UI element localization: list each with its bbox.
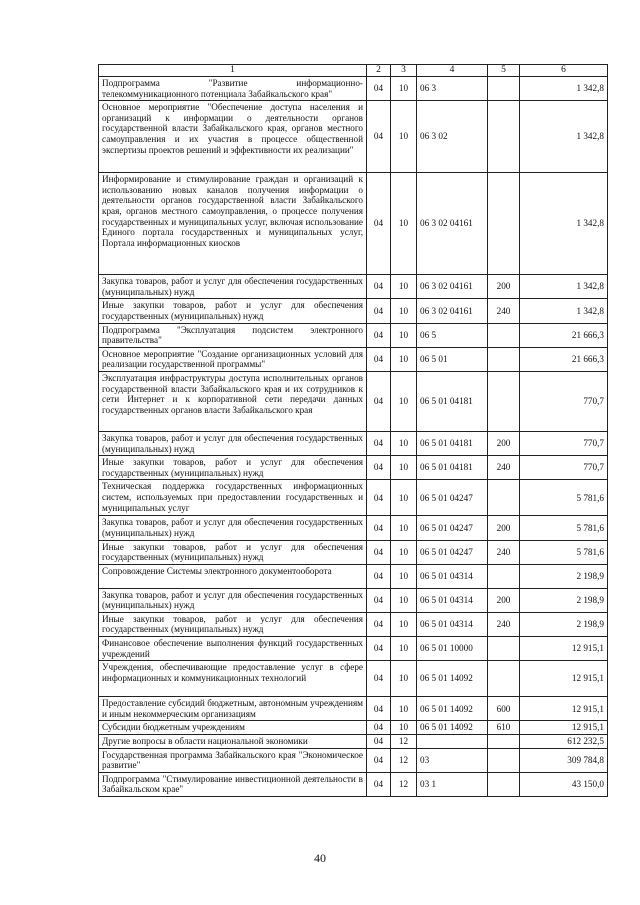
- table-row: [99, 77, 608, 101]
- expense-type-code: [488, 661, 520, 697]
- row-name: Эксплуатация инфраструктуры доступа исполнительных органов государственной власти Забайкальского края и их сотрудников к сети Интернет и к корпоративной сети передачи данных государственных органов власти Забайкальского края: [99, 371, 367, 431]
- section-code: 04: [367, 661, 391, 697]
- target-article-code: 06 5 01 04181: [417, 431, 488, 455]
- amount: 5 781,6: [520, 540, 608, 564]
- expense-type-code: 200: [488, 516, 520, 540]
- target-article-code: 06 5 01 04314: [417, 564, 488, 588]
- target-article-code: 06 5 01: [417, 347, 488, 371]
- subsection-code: 10: [391, 101, 417, 173]
- column-header: 2: [367, 65, 391, 77]
- expense-type-code: [488, 772, 520, 796]
- subsection-code: 10: [391, 697, 417, 721]
- expense-type-code: [488, 637, 520, 661]
- subsection-code: 10: [391, 456, 417, 480]
- row-name: Закупка товаров, работ и услуг для обеспечения государственных (муниципальных) нужд: [99, 588, 367, 612]
- target-article-code: 06 5 01 04247: [417, 480, 488, 516]
- target-article-code: 06 5 01 04314: [417, 588, 488, 612]
- amount: 1 342,8: [520, 101, 608, 173]
- subsection-code: 12: [391, 772, 417, 796]
- amount: 21 666,3: [520, 323, 608, 347]
- row-name: Государственная программа Забайкальского края "Экономическое развитие": [99, 748, 367, 772]
- subsection-code: 10: [391, 371, 417, 431]
- section-code: 04: [367, 275, 391, 299]
- target-article-code: 06 5 01 14092: [417, 721, 488, 735]
- amount: 12 915,1: [520, 697, 608, 721]
- subsection-code: 10: [391, 564, 417, 588]
- target-article-code: 06 5 01 14092: [417, 697, 488, 721]
- table-row: [99, 612, 608, 636]
- section-code: 04: [367, 697, 391, 721]
- target-article-code: 06 5 01 04181: [417, 456, 488, 480]
- table-row: [99, 101, 608, 173]
- expense-type-code: [488, 347, 520, 371]
- expense-type-code: 240: [488, 612, 520, 636]
- table-row: [99, 323, 608, 347]
- subsection-code: 12: [391, 748, 417, 772]
- table-header-row: [99, 65, 608, 77]
- expense-type-code: 600: [488, 697, 520, 721]
- budget-table: [98, 64, 608, 797]
- section-code: 04: [367, 173, 391, 275]
- table-row: [99, 275, 608, 299]
- table-row: [99, 516, 608, 540]
- amount: 12 915,1: [520, 637, 608, 661]
- amount: 612 232,5: [520, 735, 608, 749]
- subsection-code: 10: [391, 299, 417, 323]
- column-header: 3: [391, 65, 417, 77]
- row-name: Подпрограмма "Эксплуатация подсистем электронного правительства": [99, 323, 367, 347]
- section-code: 04: [367, 371, 391, 431]
- target-article-code: 06 3 02: [417, 101, 488, 173]
- row-name: Закупка товаров, работ и услуг для обеспечения государственных (муниципальных) нужд: [99, 275, 367, 299]
- amount: 5 781,6: [520, 480, 608, 516]
- subsection-code: 10: [391, 275, 417, 299]
- amount: 12 915,1: [520, 661, 608, 697]
- subsection-code: 10: [391, 431, 417, 455]
- target-article-code: 06 5 01 04181: [417, 371, 488, 431]
- section-code: 04: [367, 612, 391, 636]
- amount: 309 784,8: [520, 748, 608, 772]
- expense-type-code: [488, 748, 520, 772]
- subsection-code: 10: [391, 516, 417, 540]
- row-name: Иные закупки товаров, работ и услуг для обеспечения государственных (муниципальных) нужд: [99, 540, 367, 564]
- table-row: [99, 588, 608, 612]
- target-article-code: 03 1: [417, 772, 488, 796]
- subsection-code: 10: [391, 637, 417, 661]
- table-row: [99, 540, 608, 564]
- section-code: 04: [367, 748, 391, 772]
- subsection-code: 12: [391, 735, 417, 749]
- row-name: Учреждения, обеспечивающие предоставление услуг в сфере информационных и коммуникационных технологий: [99, 661, 367, 697]
- subsection-code: 10: [391, 588, 417, 612]
- table-row: [99, 371, 608, 431]
- expense-type-code: 200: [488, 588, 520, 612]
- table-row: [99, 347, 608, 371]
- row-name: Иные закупки товаров, работ и услуг для обеспечения государственных (муниципальных) нужд: [99, 456, 367, 480]
- amount: 1 342,8: [520, 77, 608, 101]
- subsection-code: 10: [391, 540, 417, 564]
- expense-type-code: [488, 564, 520, 588]
- expense-type-code: [488, 77, 520, 101]
- section-code: 04: [367, 431, 391, 455]
- subsection-code: 10: [391, 323, 417, 347]
- section-code: 04: [367, 637, 391, 661]
- page-number: 40: [314, 851, 326, 865]
- table-row: [99, 637, 608, 661]
- amount: 1 342,8: [520, 299, 608, 323]
- section-code: 04: [367, 299, 391, 323]
- amount: 12 915,1: [520, 721, 608, 735]
- amount: 770,7: [520, 456, 608, 480]
- table-row: [99, 735, 608, 749]
- subsection-code: 10: [391, 347, 417, 371]
- section-code: 04: [367, 323, 391, 347]
- expense-type-code: [488, 480, 520, 516]
- budget-table-page: [98, 64, 607, 797]
- subsection-code: 10: [391, 721, 417, 735]
- expense-type-code: [488, 101, 520, 173]
- table-row: [99, 173, 608, 275]
- expense-type-code: 200: [488, 431, 520, 455]
- amount: 43 150,0: [520, 772, 608, 796]
- section-code: 04: [367, 456, 391, 480]
- section-code: 04: [367, 101, 391, 173]
- section-code: 04: [367, 721, 391, 735]
- section-code: 04: [367, 77, 391, 101]
- section-code: 04: [367, 347, 391, 371]
- row-name: Подпрограмма "Стимулирование инвестиционной деятельности в Забайкальском крае": [99, 772, 367, 796]
- target-article-code: 06 5 01 14092: [417, 661, 488, 697]
- column-header: 4: [417, 65, 488, 77]
- column-header: 1: [99, 65, 367, 77]
- amount: 2 198,9: [520, 588, 608, 612]
- subsection-code: 10: [391, 77, 417, 101]
- target-article-code: 06 5 01 04314: [417, 612, 488, 636]
- expense-type-code: [488, 735, 520, 749]
- row-name: Иные закупки товаров, работ и услуг для обеспечения государственных (муниципальных) нужд: [99, 299, 367, 323]
- section-code: 04: [367, 540, 391, 564]
- table-row: [99, 480, 608, 516]
- table-row: [99, 748, 608, 772]
- target-article-code: 06 3 02 04161: [417, 173, 488, 275]
- section-code: 04: [367, 480, 391, 516]
- row-name: Техническая поддержка государственных информационных систем, используемых при предоставлении государственных и муниципальных услуг: [99, 480, 367, 516]
- row-name: Подпрограмма "Развитие информационно-телекоммуникационного потенциала Забайкальского края": [99, 77, 367, 101]
- expense-type-code: [488, 371, 520, 431]
- row-name: Информирование и стимулирование граждан и организаций к использованию новых каналов получения информации о деятельности органов государственной власти Забайкальского края, органов местного самоуправления, о процессе получения государственных и муниципальных услуг, включая использование Единого портала государственных и муниципальных услуг, Портала информационных киосков: [99, 173, 367, 275]
- amount: 2 198,9: [520, 564, 608, 588]
- expense-type-code: 200: [488, 275, 520, 299]
- target-article-code: 06 5 01 04247: [417, 516, 488, 540]
- row-name: Закупка товаров, работ и услуг для обеспечения государственных (муниципальных) нужд: [99, 431, 367, 455]
- row-name: Основное мероприятие "Создание организационных условий для реализации государственной программы": [99, 347, 367, 371]
- expense-type-code: 240: [488, 456, 520, 480]
- row-name: Основное мероприятие "Обеспечение доступа населения и организаций к информации о деятельности органов государственной власти Забайкальского края, органов местного самоуправления и их участия в процессе общественной экспертизы проектов решений и эффективности их реализации": [99, 101, 367, 173]
- table-row: [99, 772, 608, 796]
- expense-type-code: 240: [488, 540, 520, 564]
- target-article-code: 06 3 02 04161: [417, 299, 488, 323]
- subsection-code: 10: [391, 661, 417, 697]
- table-row: [99, 431, 608, 455]
- target-article-code: 06 3 02 04161: [417, 275, 488, 299]
- target-article-code: 03: [417, 748, 488, 772]
- section-code: 04: [367, 772, 391, 796]
- amount: 5 781,6: [520, 516, 608, 540]
- amount: 2 198,9: [520, 612, 608, 636]
- table-row: [99, 721, 608, 735]
- row-name: Субсидии бюджетным учреждениям: [99, 721, 367, 735]
- row-name: Сопровождение Системы электронного документооборота: [99, 564, 367, 588]
- section-code: 04: [367, 516, 391, 540]
- amount: 770,7: [520, 431, 608, 455]
- amount: 21 666,3: [520, 347, 608, 371]
- table-row: [99, 564, 608, 588]
- row-name: Другие вопросы в области национальной экономики: [99, 735, 367, 749]
- column-header: 5: [488, 65, 520, 77]
- row-name: Предоставление субсидий бюджетным, автономным учреждениям и иным некоммерческим организациям: [99, 697, 367, 721]
- column-header: 6: [520, 65, 608, 77]
- table-row: [99, 456, 608, 480]
- amount: 1 342,8: [520, 173, 608, 275]
- amount: 1 342,8: [520, 275, 608, 299]
- expense-type-code: [488, 173, 520, 275]
- table-row: [99, 661, 608, 697]
- target-article-code: 06 3: [417, 77, 488, 101]
- target-article-code: 06 5 01 10000: [417, 637, 488, 661]
- table-row: [99, 299, 608, 323]
- expense-type-code: [488, 323, 520, 347]
- row-name: Иные закупки товаров, работ и услуг для обеспечения государственных (муниципальных) нужд: [99, 612, 367, 636]
- target-article-code: 06 5 01 04247: [417, 540, 488, 564]
- subsection-code: 10: [391, 612, 417, 636]
- target-article-code: [417, 735, 488, 749]
- table-row: [99, 697, 608, 721]
- row-name: Закупка товаров, работ и услуг для обеспечения государственных (муниципальных) нужд: [99, 516, 367, 540]
- subsection-code: 10: [391, 173, 417, 275]
- section-code: 04: [367, 735, 391, 749]
- row-name: Финансовое обеспечение выполнения функций государственных учреждений: [99, 637, 367, 661]
- section-code: 04: [367, 564, 391, 588]
- section-code: 04: [367, 588, 391, 612]
- expense-type-code: 240: [488, 299, 520, 323]
- expense-type-code: 610: [488, 721, 520, 735]
- subsection-code: 10: [391, 480, 417, 516]
- amount: 770,7: [520, 371, 608, 431]
- target-article-code: 06 5: [417, 323, 488, 347]
